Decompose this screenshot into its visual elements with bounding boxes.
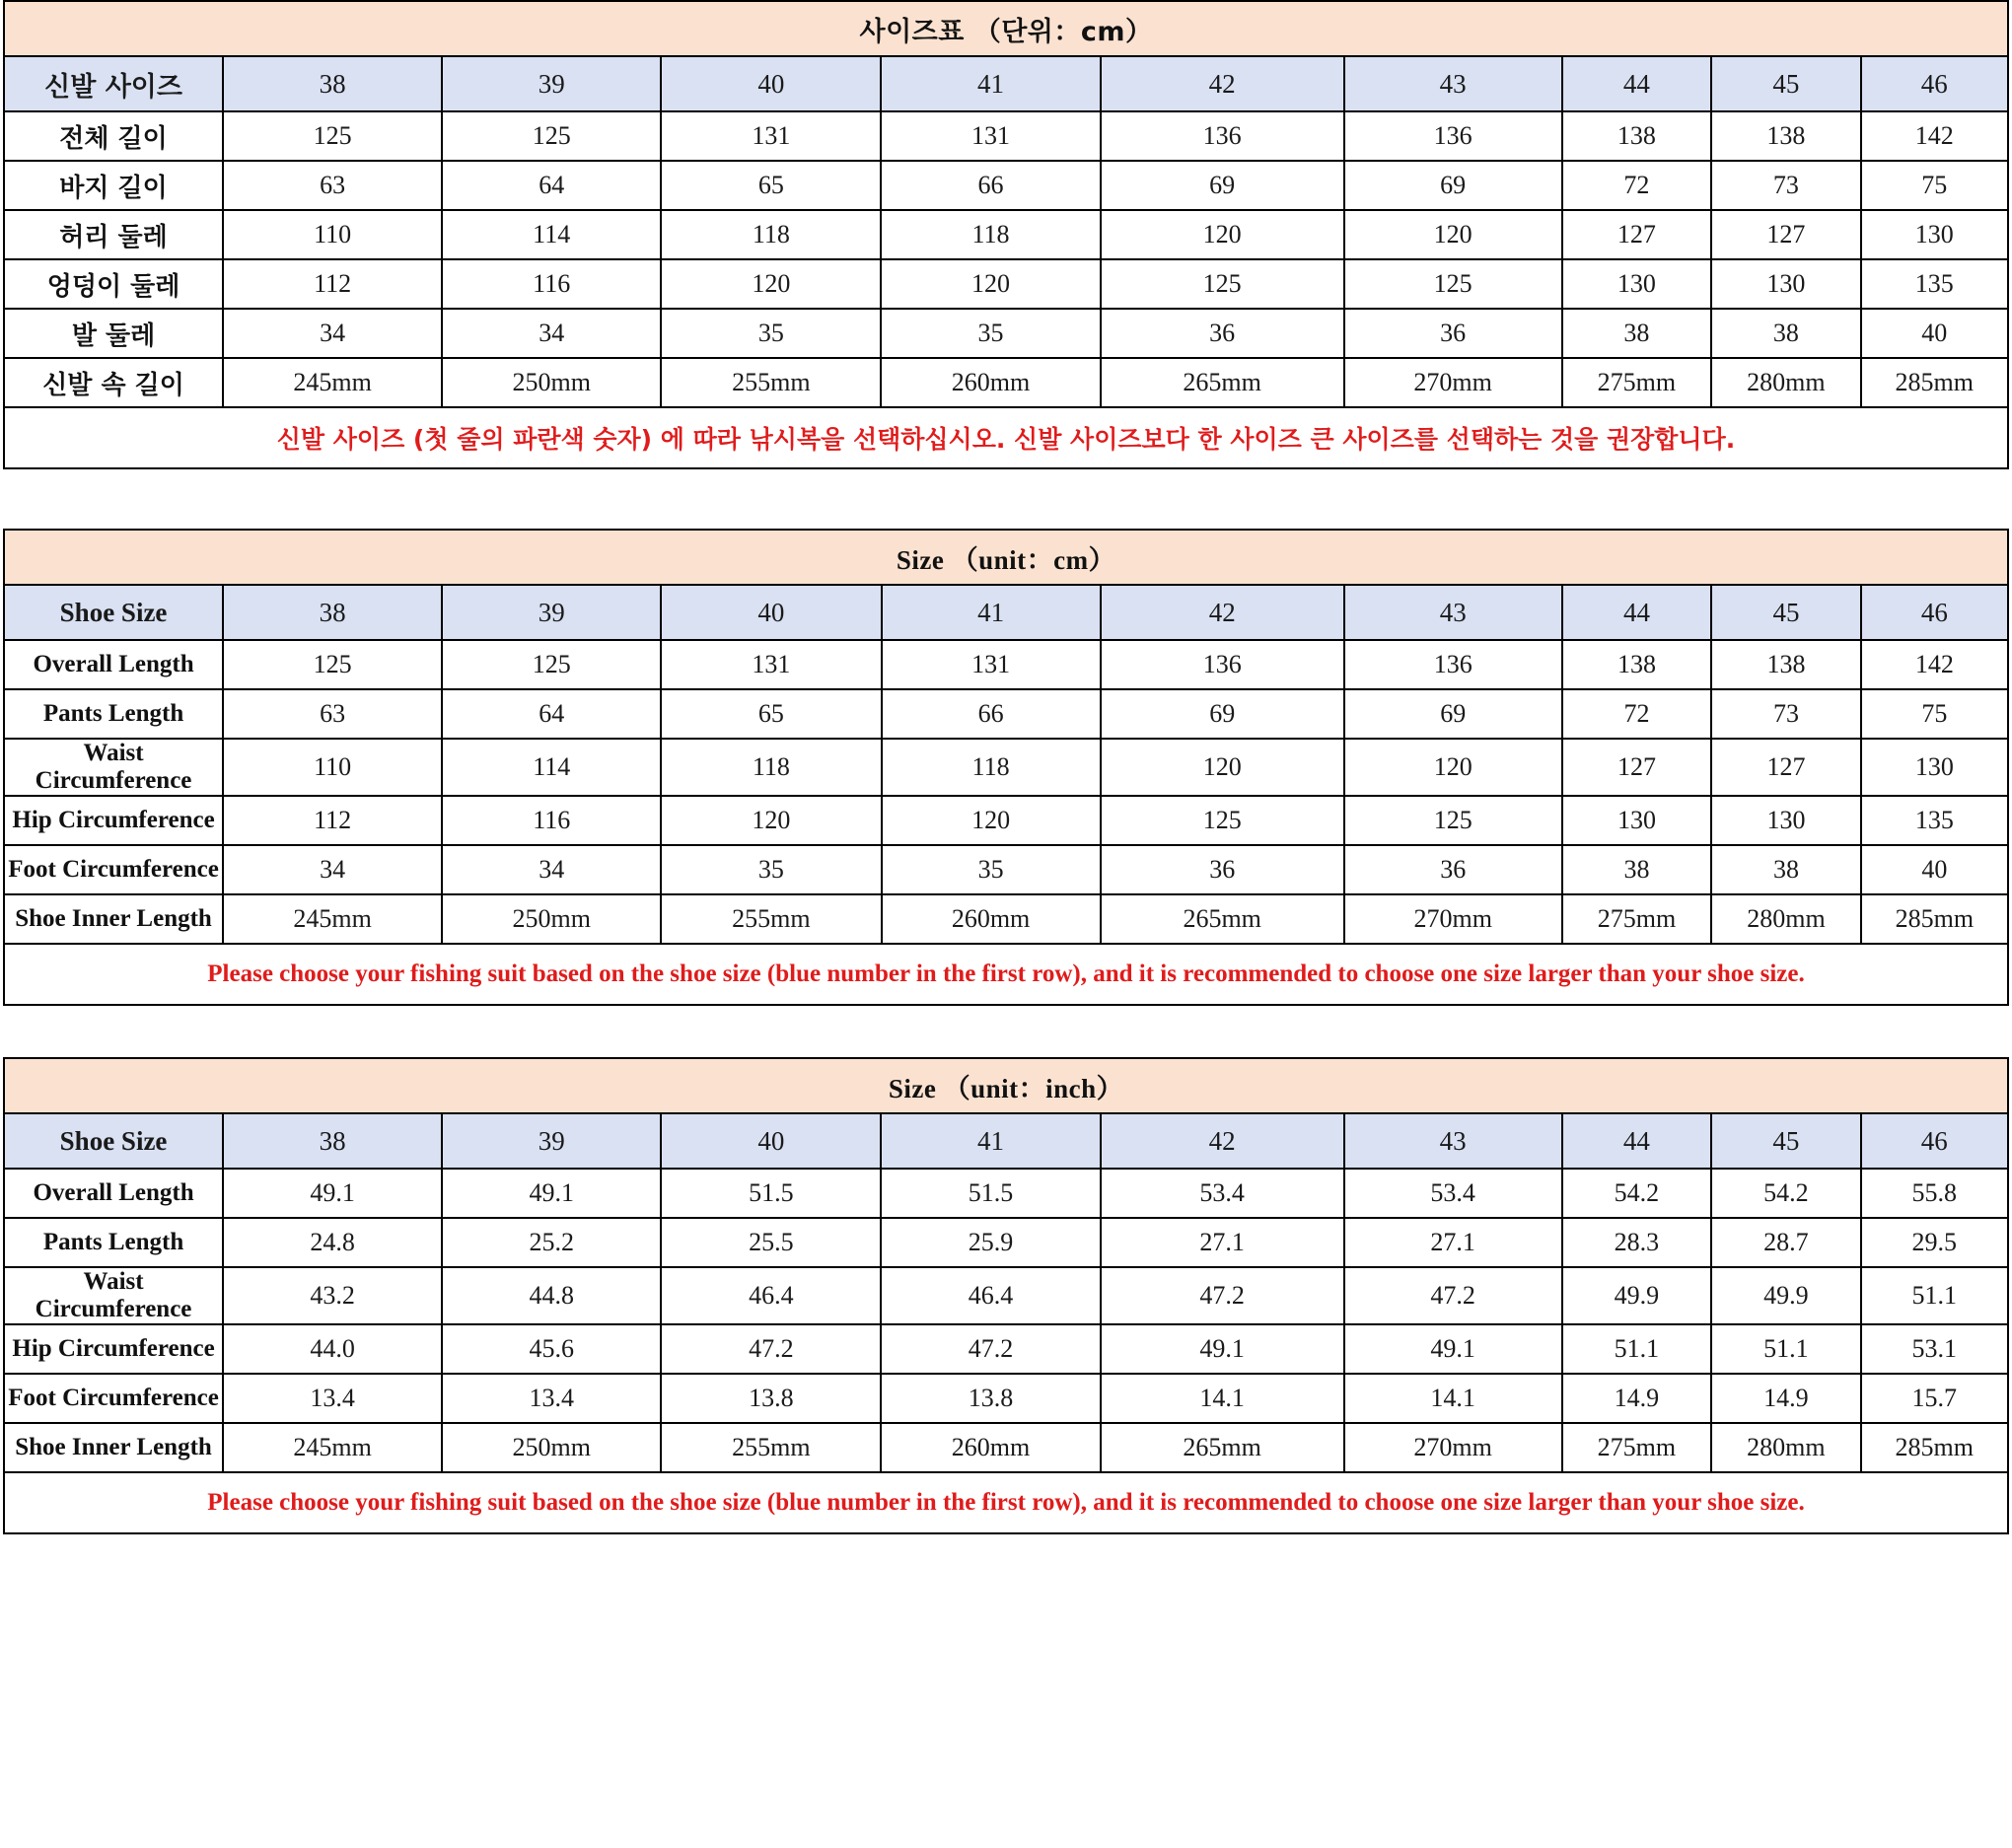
size-recommendation-note: Please choose your fishing suit based on the shoe size (blue number in the first row), and it is recommended to choose one size larger than your shoe size. bbox=[207, 960, 1805, 987]
table-cell: 270mm bbox=[1344, 358, 1562, 407]
table-cell: 136 bbox=[1101, 640, 1344, 689]
row-label: Pants Length bbox=[4, 1218, 223, 1267]
table-cell: 136 bbox=[1344, 111, 1562, 161]
table-cell: 138 bbox=[1562, 640, 1711, 689]
header-size-46: 46 bbox=[1861, 585, 2008, 640]
table-cell: 47.2 bbox=[1344, 1267, 1562, 1324]
table-title-cell bbox=[4, 530, 2008, 585]
table-cell: 131 bbox=[881, 111, 1100, 161]
table-cell: 15.7 bbox=[1861, 1374, 2008, 1423]
header-size-43: 43 bbox=[1344, 585, 1562, 640]
table-cell: 14.9 bbox=[1711, 1374, 1860, 1423]
table-cell: 49.1 bbox=[1344, 1324, 1562, 1374]
table-cell: 72 bbox=[1562, 689, 1711, 739]
header-size-41: 41 bbox=[881, 1113, 1100, 1169]
table-cell: 120 bbox=[1344, 210, 1562, 259]
table-note-cell bbox=[4, 1472, 2008, 1533]
table-cell: 65 bbox=[661, 689, 881, 739]
table-cell: 265mm bbox=[1101, 894, 1344, 944]
table-cell: 120 bbox=[882, 796, 1101, 845]
table-cell: 245mm bbox=[223, 1423, 442, 1472]
header-size-41: 41 bbox=[881, 56, 1100, 111]
table-cell: 49.1 bbox=[442, 1169, 661, 1218]
table-cell: 125 bbox=[1344, 259, 1562, 309]
row-label: Shoe Inner Length bbox=[4, 1423, 223, 1472]
table-cell: 75 bbox=[1861, 161, 2008, 210]
table-cell: 49.9 bbox=[1711, 1267, 1860, 1324]
table-cell: 120 bbox=[661, 259, 881, 309]
table-cell: 69 bbox=[1101, 689, 1344, 739]
table-cell: 120 bbox=[1344, 739, 1562, 796]
table-cell: 127 bbox=[1562, 210, 1711, 259]
table-row bbox=[4, 358, 2008, 407]
table-cell: 114 bbox=[442, 739, 661, 796]
row-label: Hip Circumference bbox=[4, 1324, 223, 1374]
table-cell: 53.4 bbox=[1101, 1169, 1344, 1218]
table-cell: 24.8 bbox=[223, 1218, 442, 1267]
row-label: 허리 둘레 bbox=[4, 210, 223, 259]
size-recommendation-note: 신발 사이즈 (첫 줄의 파란색 숫자) 에 따라 낚시복을 선택하십시오. 신발 사이즈보다 한 사이즈 큰 사이즈를 선택하는 것을 권장합니다. bbox=[276, 425, 1736, 454]
table-cell: 36 bbox=[1101, 845, 1344, 894]
header-size-39: 39 bbox=[442, 56, 661, 111]
table-cell: 13.4 bbox=[223, 1374, 442, 1423]
header-size-39: 39 bbox=[442, 585, 661, 640]
table-cell: 275mm bbox=[1562, 358, 1711, 407]
table-cell: 34 bbox=[223, 845, 442, 894]
table-cell: 125 bbox=[1344, 796, 1562, 845]
table-cell: 51.1 bbox=[1711, 1324, 1860, 1374]
table-cell: 38 bbox=[1562, 845, 1711, 894]
table-cell: 49.9 bbox=[1562, 1267, 1711, 1324]
table-cell: 25.2 bbox=[442, 1218, 661, 1267]
row-label: 엉덩이 둘레 bbox=[4, 259, 223, 309]
table-cell: 14.1 bbox=[1101, 1374, 1344, 1423]
table-cell: 118 bbox=[661, 210, 881, 259]
table-cell: 64 bbox=[442, 689, 661, 739]
table-cell: 75 bbox=[1861, 689, 2008, 739]
table-cell: 135 bbox=[1861, 259, 2008, 309]
table-cell: 250mm bbox=[442, 894, 661, 944]
table-cell: 125 bbox=[1101, 796, 1344, 845]
table-cell: 280mm bbox=[1711, 358, 1860, 407]
table-row bbox=[4, 640, 2008, 689]
table-cell: 142 bbox=[1861, 111, 2008, 161]
row-label: Hip Circumference bbox=[4, 796, 223, 845]
table-cell: 40 bbox=[1861, 309, 2008, 358]
table-cell: 43.2 bbox=[223, 1267, 442, 1324]
table-cell: 49.1 bbox=[223, 1169, 442, 1218]
row-label: Overall Length bbox=[4, 640, 223, 689]
table-cell: 131 bbox=[661, 111, 881, 161]
header-size-40: 40 bbox=[661, 56, 881, 111]
table-cell: 270mm bbox=[1344, 1423, 1562, 1472]
table-cell: 29.5 bbox=[1861, 1218, 2008, 1267]
header-size-label: Shoe Size bbox=[4, 585, 223, 640]
table-cell: 135 bbox=[1861, 796, 2008, 845]
table-note-row bbox=[4, 1472, 2008, 1533]
table-cell: 28.3 bbox=[1562, 1218, 1711, 1267]
table-cell: 255mm bbox=[661, 894, 881, 944]
table-cell: 136 bbox=[1101, 111, 1344, 161]
table-cell: 110 bbox=[223, 210, 442, 259]
table-row bbox=[4, 309, 2008, 358]
table-cell: 51.5 bbox=[881, 1169, 1100, 1218]
row-label: Overall Length bbox=[4, 1169, 223, 1218]
row-label: Waist Circumference bbox=[4, 1267, 223, 1324]
table-cell: 130 bbox=[1861, 210, 2008, 259]
table-title-cell bbox=[4, 1, 2008, 56]
table-cell: 54.2 bbox=[1711, 1169, 1860, 1218]
header-size-42: 42 bbox=[1101, 56, 1344, 111]
row-label: Foot Circumference bbox=[4, 1374, 223, 1423]
table-cell: 260mm bbox=[881, 358, 1100, 407]
table-title-text: Size （unit：inch） bbox=[888, 1073, 1124, 1103]
header-size-44: 44 bbox=[1562, 56, 1711, 111]
header-size-label: Shoe Size bbox=[4, 1113, 223, 1169]
table-cell: 142 bbox=[1861, 640, 2008, 689]
table-cell: 130 bbox=[1562, 259, 1711, 309]
table-row bbox=[4, 111, 2008, 161]
table-cell: 38 bbox=[1711, 309, 1860, 358]
table-cell: 51.1 bbox=[1861, 1267, 2008, 1324]
table-row bbox=[4, 1324, 2008, 1374]
header-size-42: 42 bbox=[1101, 1113, 1344, 1169]
table-cell: 275mm bbox=[1562, 1423, 1711, 1472]
table-cell: 260mm bbox=[882, 894, 1101, 944]
table-cell: 25.9 bbox=[881, 1218, 1100, 1267]
header-size-42: 42 bbox=[1101, 585, 1344, 640]
table-title-text: Size （unit：cm） bbox=[896, 544, 1116, 575]
table-cell: 120 bbox=[1101, 210, 1344, 259]
header-size-45: 45 bbox=[1711, 1113, 1860, 1169]
header-size-39: 39 bbox=[442, 1113, 661, 1169]
table-cell: 13.8 bbox=[881, 1374, 1100, 1423]
table-cell: 125 bbox=[1101, 259, 1344, 309]
table-cell: 250mm bbox=[442, 358, 661, 407]
table-cell: 53.4 bbox=[1344, 1169, 1562, 1218]
table-header-row bbox=[4, 1113, 2008, 1169]
table-cell: 54.2 bbox=[1562, 1169, 1711, 1218]
table-cell: 51.1 bbox=[1562, 1324, 1711, 1374]
table-cell: 34 bbox=[223, 309, 442, 358]
table-cell: 130 bbox=[1861, 739, 2008, 796]
table-cell: 118 bbox=[881, 210, 1100, 259]
header-size-43: 43 bbox=[1344, 56, 1562, 111]
table-row bbox=[4, 1169, 2008, 1218]
table-cell: 14.1 bbox=[1344, 1374, 1562, 1423]
table-cell: 36 bbox=[1344, 845, 1562, 894]
row-label: 신발 속 길이 bbox=[4, 358, 223, 407]
table-cell: 69 bbox=[1344, 689, 1562, 739]
table-cell: 285mm bbox=[1861, 894, 2008, 944]
table-cell: 66 bbox=[881, 161, 1100, 210]
header-size-38: 38 bbox=[223, 56, 442, 111]
table-cell: 138 bbox=[1711, 640, 1860, 689]
table-cell: 280mm bbox=[1711, 894, 1860, 944]
table-row bbox=[4, 1423, 2008, 1472]
table-cell: 34 bbox=[442, 845, 661, 894]
table-note-cell bbox=[4, 407, 2008, 468]
table-spacer bbox=[0, 469, 2012, 529]
table-cell: 127 bbox=[1711, 210, 1860, 259]
table-cell: 36 bbox=[1344, 309, 1562, 358]
table-note-row bbox=[4, 407, 2008, 468]
table-cell: 35 bbox=[882, 845, 1101, 894]
table-cell: 69 bbox=[1344, 161, 1562, 210]
table-cell: 136 bbox=[1344, 640, 1562, 689]
header-size-46: 46 bbox=[1861, 56, 2008, 111]
table-cell: 265mm bbox=[1101, 1423, 1344, 1472]
table-cell: 118 bbox=[882, 739, 1101, 796]
table-cell: 46.4 bbox=[881, 1267, 1100, 1324]
table-cell: 34 bbox=[442, 309, 661, 358]
table-cell: 63 bbox=[223, 161, 442, 210]
table-cell: 131 bbox=[882, 640, 1101, 689]
table-title-row bbox=[4, 1, 2008, 56]
table-cell: 47.2 bbox=[1101, 1267, 1344, 1324]
table-cell: 66 bbox=[882, 689, 1101, 739]
table-cell: 120 bbox=[881, 259, 1100, 309]
table-cell: 130 bbox=[1711, 259, 1860, 309]
table-cell: 13.4 bbox=[442, 1374, 661, 1423]
size-recommendation-note: Please choose your fishing suit based on the shoe size (blue number in the first row), and it is recommended to choose one size larger than your shoe size. bbox=[207, 1489, 1805, 1516]
header-size-40: 40 bbox=[661, 585, 881, 640]
row-label: 전체 길이 bbox=[4, 111, 223, 161]
table-cell: 27.1 bbox=[1101, 1218, 1344, 1267]
table-row bbox=[4, 210, 2008, 259]
table-cell: 255mm bbox=[661, 358, 881, 407]
table-cell: 116 bbox=[442, 796, 661, 845]
header-size-41: 41 bbox=[882, 585, 1101, 640]
header-size-40: 40 bbox=[661, 1113, 881, 1169]
table-cell: 63 bbox=[223, 689, 442, 739]
table-cell: 14.9 bbox=[1562, 1374, 1711, 1423]
header-size-label: 신발 사이즈 bbox=[4, 56, 223, 111]
header-size-44: 44 bbox=[1562, 1113, 1711, 1169]
table-cell: 28.7 bbox=[1711, 1218, 1860, 1267]
table-cell: 270mm bbox=[1344, 894, 1562, 944]
table-cell: 138 bbox=[1711, 111, 1860, 161]
table-title-row bbox=[4, 1058, 2008, 1113]
table-note-row bbox=[4, 944, 2008, 1005]
size-table-cm-english bbox=[3, 529, 2009, 1006]
table-cell: 46.4 bbox=[661, 1267, 881, 1324]
table-cell: 44.0 bbox=[223, 1324, 442, 1374]
row-label: Shoe Inner Length bbox=[4, 894, 223, 944]
table-cell: 40 bbox=[1861, 845, 2008, 894]
table-cell: 255mm bbox=[661, 1423, 881, 1472]
table-cell: 112 bbox=[223, 259, 442, 309]
table-cell: 118 bbox=[661, 739, 881, 796]
header-size-44: 44 bbox=[1562, 585, 1711, 640]
table-cell: 114 bbox=[442, 210, 661, 259]
table-cell: 72 bbox=[1562, 161, 1711, 210]
table-row bbox=[4, 845, 2008, 894]
table-cell: 47.2 bbox=[661, 1324, 881, 1374]
table-cell: 110 bbox=[223, 739, 442, 796]
table-cell: 13.8 bbox=[661, 1374, 881, 1423]
header-size-43: 43 bbox=[1344, 1113, 1562, 1169]
table-cell: 127 bbox=[1562, 739, 1711, 796]
size-table-cm-korean bbox=[3, 0, 2009, 469]
table-row bbox=[4, 894, 2008, 944]
table-cell: 130 bbox=[1711, 796, 1860, 845]
table-row bbox=[4, 689, 2008, 739]
table-row bbox=[4, 161, 2008, 210]
table-cell: 285mm bbox=[1861, 358, 2008, 407]
table-cell: 25.5 bbox=[661, 1218, 881, 1267]
table-cell: 55.8 bbox=[1861, 1169, 2008, 1218]
table-row bbox=[4, 739, 2008, 796]
table-cell: 47.2 bbox=[881, 1324, 1100, 1374]
table-cell: 250mm bbox=[442, 1423, 661, 1472]
table-cell: 73 bbox=[1711, 161, 1860, 210]
table-cell: 138 bbox=[1562, 111, 1711, 161]
table-title-cell bbox=[4, 1058, 2008, 1113]
header-size-45: 45 bbox=[1711, 585, 1860, 640]
table-row bbox=[4, 259, 2008, 309]
table-cell: 131 bbox=[661, 640, 881, 689]
table-cell: 265mm bbox=[1101, 358, 1344, 407]
table-cell: 275mm bbox=[1562, 894, 1711, 944]
table-cell: 27.1 bbox=[1344, 1218, 1562, 1267]
table-cell: 116 bbox=[442, 259, 661, 309]
table-row bbox=[4, 1218, 2008, 1267]
table-cell: 120 bbox=[661, 796, 881, 845]
table-cell: 125 bbox=[442, 111, 661, 161]
table-row bbox=[4, 796, 2008, 845]
table-row bbox=[4, 1374, 2008, 1423]
table-cell: 35 bbox=[661, 845, 881, 894]
table-cell: 64 bbox=[442, 161, 661, 210]
table-cell: 120 bbox=[1101, 739, 1344, 796]
table-row bbox=[4, 1267, 2008, 1324]
row-label: 바지 길이 bbox=[4, 161, 223, 210]
table-cell: 38 bbox=[1711, 845, 1860, 894]
header-size-46: 46 bbox=[1861, 1113, 2008, 1169]
table-cell: 280mm bbox=[1711, 1423, 1860, 1472]
table-cell: 260mm bbox=[881, 1423, 1100, 1472]
table-header-row bbox=[4, 56, 2008, 111]
row-label: 발 둘레 bbox=[4, 309, 223, 358]
table-cell: 38 bbox=[1562, 309, 1711, 358]
size-table-inch-english bbox=[3, 1057, 2009, 1534]
table-cell: 65 bbox=[661, 161, 881, 210]
table-header-row bbox=[4, 585, 2008, 640]
table-cell: 69 bbox=[1101, 161, 1344, 210]
table-cell: 285mm bbox=[1861, 1423, 2008, 1472]
table-cell: 44.8 bbox=[442, 1267, 661, 1324]
table-cell: 35 bbox=[661, 309, 881, 358]
table-cell: 245mm bbox=[223, 358, 442, 407]
table-cell: 130 bbox=[1562, 796, 1711, 845]
table-cell: 53.1 bbox=[1861, 1324, 2008, 1374]
row-label: Waist Circumference bbox=[4, 739, 223, 796]
table-title-text: 사이즈표 （단위：cm） bbox=[859, 16, 1153, 47]
table-title-row bbox=[4, 530, 2008, 585]
row-label: Pants Length bbox=[4, 689, 223, 739]
table-note-cell bbox=[4, 944, 2008, 1005]
row-label: Foot Circumference bbox=[4, 845, 223, 894]
header-size-45: 45 bbox=[1711, 56, 1860, 111]
table-cell: 245mm bbox=[223, 894, 442, 944]
header-size-38: 38 bbox=[223, 1113, 442, 1169]
table-cell: 36 bbox=[1101, 309, 1344, 358]
table-cell: 127 bbox=[1711, 739, 1860, 796]
table-cell: 49.1 bbox=[1101, 1324, 1344, 1374]
table-cell: 45.6 bbox=[442, 1324, 661, 1374]
table-cell: 35 bbox=[881, 309, 1100, 358]
table-cell: 125 bbox=[442, 640, 661, 689]
table-cell: 125 bbox=[223, 111, 442, 161]
table-cell: 112 bbox=[223, 796, 442, 845]
table-spacer bbox=[0, 1006, 2012, 1057]
table-cell: 51.5 bbox=[661, 1169, 881, 1218]
table-cell: 73 bbox=[1711, 689, 1860, 739]
table-cell: 125 bbox=[223, 640, 442, 689]
header-size-38: 38 bbox=[223, 585, 442, 640]
